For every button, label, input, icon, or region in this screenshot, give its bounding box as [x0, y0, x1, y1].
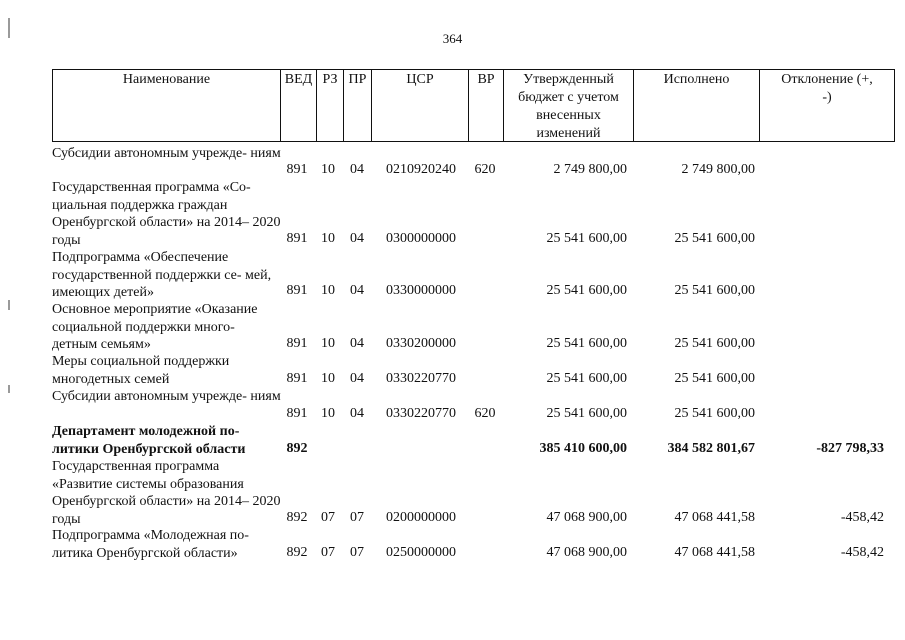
- row-deviation: -458,42: [840, 510, 884, 525]
- row-ved: 891: [286, 283, 308, 298]
- row-ved: 891: [286, 336, 308, 351]
- row-budget: 385 410 600,00: [539, 441, 627, 456]
- table-header: [52, 69, 895, 142]
- header-rz: РЗ: [316, 70, 343, 141]
- row-csr: 0210920240: [386, 162, 456, 177]
- page-number: 364: [442, 31, 463, 46]
- row-rz: 10: [321, 283, 335, 298]
- row-pr: 04: [350, 336, 364, 351]
- row-pr: 07: [350, 545, 364, 560]
- row-budget: 25 541 600,00: [546, 336, 627, 351]
- row-pr: 04: [350, 283, 364, 298]
- row-budget: 25 541 600,00: [546, 283, 627, 298]
- row-rz: 10: [321, 336, 335, 351]
- row-csr: 0300000000: [386, 231, 456, 246]
- row-vr: 620: [474, 162, 496, 177]
- row-ved: 892: [286, 510, 308, 525]
- header-vr: ВР: [468, 70, 503, 141]
- row-ved: 892: [286, 545, 308, 560]
- row-executed: 25 541 600,00: [674, 406, 755, 421]
- header-pr: ПР: [343, 70, 371, 141]
- header-deviation: Отклонение (+, -): [759, 70, 894, 141]
- row-name: Департамент молодежной по- литики Оренбургской области: [52, 424, 246, 457]
- row-pr: 07: [350, 510, 364, 525]
- row-csr: 0330220770: [386, 371, 456, 386]
- header-budget: Утвержденный бюджет с учетом внесенных изменений: [503, 70, 633, 141]
- row-csr: 0330000000: [386, 283, 456, 298]
- row-budget: 2 749 800,00: [553, 162, 627, 177]
- row-executed: 47 068 441,58: [674, 545, 755, 560]
- row-executed: 25 541 600,00: [674, 283, 755, 298]
- row-budget: 47 068 900,00: [546, 510, 627, 525]
- row-budget: 47 068 900,00: [546, 545, 627, 560]
- row-deviation: -458,42: [840, 545, 884, 560]
- row-rz: 10: [321, 406, 335, 421]
- row-rz: 10: [321, 371, 335, 386]
- row-executed: 25 541 600,00: [674, 371, 755, 386]
- row-ved: 892: [286, 441, 308, 456]
- header-csr: ЦСР: [371, 70, 468, 141]
- row-name: Государственная программа «Развитие системы образования Оренбургской области» на 2014– 2020 годы: [52, 459, 281, 527]
- header-executed: Исполнено: [633, 70, 759, 141]
- row-name: Субсидии автономным учрежде- ниям: [52, 146, 281, 161]
- row-name: Основное мероприятие «Оказание социальной поддержки много- детным семьям»: [52, 302, 258, 352]
- row-deviation: -827 798,33: [816, 441, 884, 456]
- header-ved: ВЕД: [280, 70, 316, 141]
- row-rz: 10: [321, 162, 335, 177]
- row-pr: 04: [350, 406, 364, 421]
- row-budget: 25 541 600,00: [546, 371, 627, 386]
- row-pr: 04: [350, 162, 364, 177]
- row-rz: 07: [321, 510, 335, 525]
- row-executed: 384 582 801,67: [667, 441, 755, 456]
- row-budget: 25 541 600,00: [546, 231, 627, 246]
- row-executed: 25 541 600,00: [674, 336, 755, 351]
- row-rz: 10: [321, 231, 335, 246]
- row-name: Государственная программа «Со- циальная поддержка граждан Оренбургской области» на 2014– 2020 годы: [52, 180, 281, 248]
- row-executed: 2 749 800,00: [681, 162, 755, 177]
- scan-mark: [8, 300, 10, 310]
- row-vr: 620: [474, 406, 496, 421]
- header-name: Наименование: [122, 72, 211, 87]
- row-csr: 0330200000: [386, 336, 456, 351]
- row-ved: 891: [286, 406, 308, 421]
- row-budget: 25 541 600,00: [546, 406, 627, 421]
- row-ved: 891: [286, 162, 308, 177]
- row-executed: 47 068 441,58: [674, 510, 755, 525]
- row-name: Субсидии автономным учрежде- ниям: [52, 389, 281, 404]
- row-rz: 07: [321, 545, 335, 560]
- row-ved: 891: [286, 371, 308, 386]
- row-pr: 04: [350, 371, 364, 386]
- row-executed: 25 541 600,00: [674, 231, 755, 246]
- row-pr: 04: [350, 231, 364, 246]
- row-ved: 891: [286, 231, 308, 246]
- row-name: Меры социальной поддержки многодетных семей: [52, 354, 230, 387]
- row-name: Подпрограмма «Молодежная по- литика Оренбургской области»: [52, 528, 249, 561]
- scan-mark: [8, 385, 10, 393]
- row-csr: 0330220770: [386, 406, 456, 421]
- row-name: Подпрограмма «Обеспечение государственной поддержки се- мей, имеющих детей»: [52, 250, 272, 300]
- row-csr: 0200000000: [386, 510, 456, 525]
- row-csr: 0250000000: [386, 545, 456, 560]
